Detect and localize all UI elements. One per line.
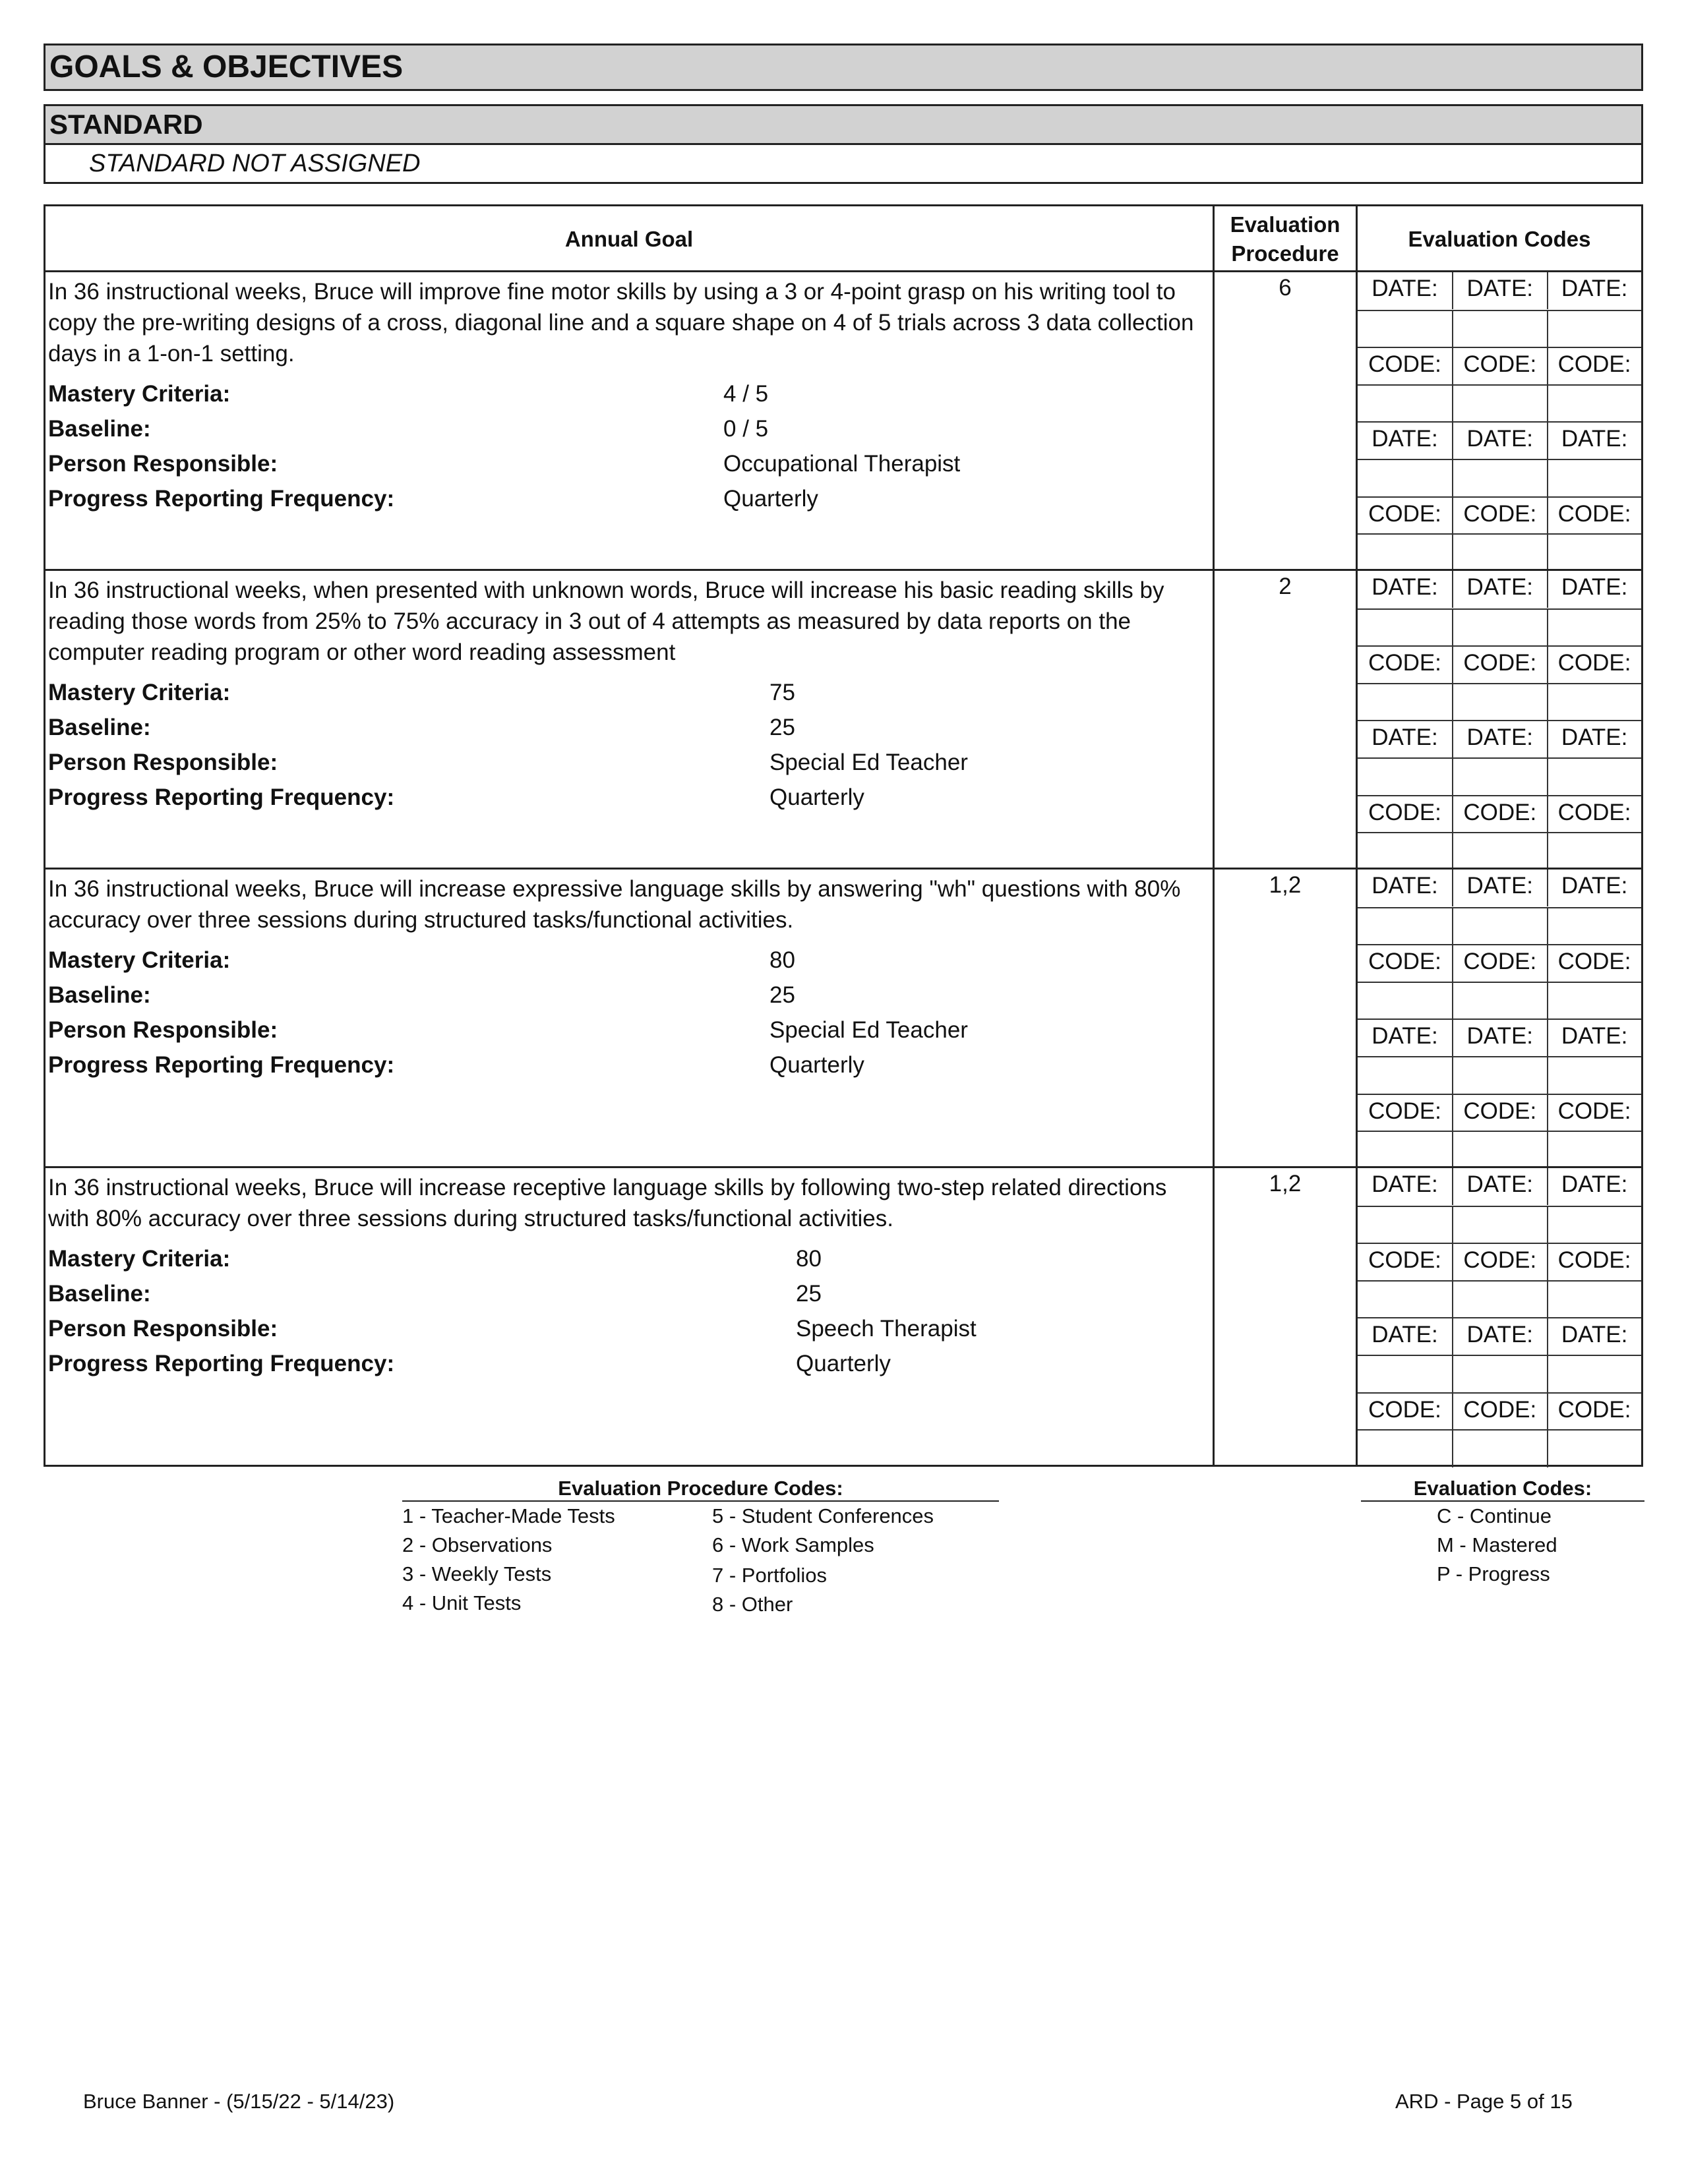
person-value: Speech Therapist [796,1316,977,1342]
date-row [1358,1317,1641,1354]
date-cell: DATE: [1547,571,1641,608]
goal-block [45,1168,1631,1467]
entry-row [1358,982,1641,1018]
procedure-code-item: 2 - Observations [402,1533,553,1556]
goal-description: In 36 instructional weeks, Bruce will improve fine motor skills by using a 3 or 4-point grasp on his writing tool to copy the pre-writing designs of a cross, diagonal line and a square shape on 4 of 5 trials across 3 data collection days in a 1-on-1 setting. [48,279,1194,367]
entry-cell[interactable] [1358,386,1452,423]
frequency-value: Quarterly [723,486,818,512]
code-cell: CODE: [1547,1095,1641,1132]
frequency-label: Progress Reporting Frequency: [48,784,395,810]
procedure-codes-title: Evaluation Procedure Codes: [558,1477,843,1500]
code-cell: CODE: [1368,1396,1441,1423]
date-row [1358,720,1641,757]
date-cell: DATE: [1372,574,1438,600]
evaluation-procedure-value: 2 [1279,574,1292,599]
entry-cell[interactable] [1452,1356,1546,1393]
baseline-value: 25 [769,715,795,740]
date-cell: DATE: [1452,1318,1546,1355]
evaluation-procedure-header [1215,206,1356,272]
entry-row [1358,832,1641,869]
procedure-codes-legend [402,1477,999,1635]
entry-cell[interactable] [1452,1431,1546,1467]
entry-row [1358,757,1641,794]
date-cell: DATE: [1452,1020,1546,1057]
entry-row [1358,384,1641,421]
procedure-code-item: 1 - Teacher-Made Tests [402,1504,615,1527]
entry-cell[interactable] [1358,311,1452,348]
standard-value: STANDARD NOT ASSIGNED [44,143,1643,184]
entry-cell[interactable] [1547,1356,1641,1393]
code-row [1358,1094,1641,1131]
person-value: Occupational Therapist [723,451,961,477]
code-cell: CODE: [1368,799,1441,825]
frequency-label: Progress Reporting Frequency: [48,486,395,512]
footer-page: ARD - Page 5 of 15 [1395,2090,1573,2113]
entry-row [1358,1206,1641,1243]
entry-cell[interactable] [1452,1057,1546,1094]
code-cell: CODE: [1368,351,1441,378]
date-cell: DATE: [1547,423,1641,459]
entry-cell[interactable] [1452,684,1546,721]
evaluation-code-item: P - Progress [1437,1562,1550,1585]
goal-description: In 36 instructional weeks, Bruce will increase expressive language skills by answering "wh" questions with 80% accuracy over three sessions during structured tasks/functional activities. [48,876,1181,933]
goal-divider [45,569,1641,571]
date-cell: DATE: [1452,1168,1546,1205]
baseline-label: Baseline: [48,715,151,740]
code-row [1358,795,1641,832]
code-cell: CODE: [1368,1098,1441,1124]
entry-cell[interactable] [1358,833,1452,870]
mastery-label: Mastery Criteria: [48,680,231,705]
entry-cell[interactable] [1547,1207,1641,1244]
code-cell: CODE: [1547,1394,1641,1431]
evaluation-codes-legend [1361,1477,1644,1608]
entry-cell[interactable] [1452,833,1546,870]
entry-cell[interactable] [1547,610,1641,647]
entry-cell[interactable] [1358,684,1452,721]
evaluation-codes-grid [1358,870,1641,1168]
code-cell: CODE: [1547,796,1641,833]
person-label: Person Responsible: [48,750,278,775]
date-cell: DATE: [1372,1171,1438,1197]
goals-table [44,204,1643,1467]
column-divider [1213,206,1215,1465]
baseline-value: 0 / 5 [723,416,769,442]
goal-divider [45,1166,1641,1168]
code-cell: CODE: [1452,1394,1546,1431]
entry-row [1358,1056,1641,1093]
entry-cell[interactable] [1452,908,1546,945]
mastery-value: 80 [769,947,795,973]
entry-cell[interactable] [1547,460,1641,497]
entry-row [1358,459,1641,496]
date-row [1358,870,1641,906]
evaluation-code-item: C - Continue [1437,1504,1552,1527]
entry-cell[interactable] [1358,610,1452,647]
entry-cell[interactable] [1452,1207,1546,1244]
entry-cell[interactable] [1452,386,1546,423]
date-cell: DATE: [1452,721,1546,758]
date-cell: DATE: [1547,870,1641,906]
date-cell: DATE: [1372,724,1438,751]
entry-cell[interactable] [1452,535,1546,572]
mastery-label: Mastery Criteria: [48,381,231,407]
code-cell: CODE: [1452,647,1546,684]
code-cell: CODE: [1452,498,1546,535]
date-cell: DATE: [1547,1168,1641,1205]
baseline-label: Baseline: [48,982,151,1008]
legend-underline [402,1500,999,1502]
section-title: GOALS & OBJECTIVES [44,44,1643,91]
entry-cell[interactable] [1547,1431,1641,1467]
evaluation-codes-grid [1358,272,1641,571]
code-cell: CODE: [1452,348,1546,385]
mastery-label: Mastery Criteria: [48,947,231,973]
procedure-code-item: 8 - Other [712,1593,793,1616]
goal-divider [45,868,1641,870]
date-cell: DATE: [1547,1020,1641,1057]
code-row [1358,347,1641,384]
entry-cell[interactable] [1358,1431,1452,1467]
goal-block [45,870,1631,1168]
date-row [1358,1168,1641,1205]
entry-row [1358,1355,1641,1392]
procedure-code-item: 3 - Weekly Tests [402,1562,552,1585]
baseline-value: 25 [769,982,795,1008]
code-row [1358,1243,1641,1280]
evaluation-codes-grid [1358,571,1641,870]
entry-cell[interactable] [1452,460,1546,497]
code-cell: CODE: [1368,1247,1441,1274]
goal-block [45,571,1631,870]
entry-cell[interactable] [1547,684,1641,721]
entry-cell[interactable] [1358,1132,1452,1169]
entry-cell[interactable] [1452,1282,1546,1318]
person-value: Special Ed Teacher [769,750,968,775]
entry-row [1358,1280,1641,1317]
entry-cell[interactable] [1452,610,1546,647]
entry-cell[interactable] [1547,833,1641,870]
date-row [1358,1018,1641,1055]
entry-cell[interactable] [1452,983,1546,1020]
baseline-label: Baseline: [48,1281,151,1307]
entry-cell[interactable] [1547,311,1641,348]
date-cell: DATE: [1372,276,1438,301]
evaluation-procedure-header-line1: Evaluation [1230,212,1341,237]
date-row [1358,272,1641,309]
code-cell: CODE: [1368,650,1441,676]
entry-cell[interactable] [1358,908,1452,945]
entry-cell[interactable] [1358,1207,1452,1244]
entry-cell[interactable] [1452,311,1546,348]
evaluation-procedure-value: 1,2 [1269,1171,1302,1196]
entry-row [1358,608,1641,645]
evaluation-procedure-header-line2: Procedure [1231,241,1339,266]
date-cell: DATE: [1452,870,1546,906]
goal-block [45,272,1631,571]
date-row [1358,571,1641,608]
goal-description: In 36 instructional weeks, when presented with unknown words, Bruce will increase his basic reading skills by reading those words from 25% to 75% accuracy in 3 out of 4 attempts as measured by data reports on the computer reading program or other word reading assessment [48,577,1164,665]
code-cell: CODE: [1547,1244,1641,1281]
date-cell: DATE: [1452,272,1546,309]
evaluation-codes-title: Evaluation Codes: [1413,1477,1592,1500]
entry-cell[interactable] [1358,759,1452,796]
code-row [1358,1392,1641,1429]
procedure-code-item: 5 - Student Conferences [712,1504,934,1527]
entry-cell[interactable] [1452,1132,1546,1169]
entry-row [1358,907,1641,944]
date-cell: DATE: [1372,1023,1438,1049]
code-cell: CODE: [1547,498,1641,535]
evaluation-codes-grid [1358,1168,1641,1467]
entry-cell[interactable] [1547,535,1641,572]
code-row [1358,496,1641,533]
frequency-label: Progress Reporting Frequency: [48,1351,395,1376]
frequency-value: Quarterly [769,784,864,810]
entry-cell[interactable] [1358,1057,1452,1094]
code-row [1358,944,1641,981]
code-cell: CODE: [1452,945,1546,982]
evaluation-procedure-value: 1,2 [1269,872,1302,898]
entry-cell[interactable] [1547,1132,1641,1169]
entry-cell[interactable] [1358,460,1452,497]
mastery-label: Mastery Criteria: [48,1246,231,1272]
person-value: Special Ed Teacher [769,1017,968,1043]
date-cell: DATE: [1452,571,1546,608]
entry-cell[interactable] [1358,1282,1452,1318]
mastery-value: 4 / 5 [723,381,769,407]
date-cell: DATE: [1372,426,1438,452]
procedure-code-item: 4 - Unit Tests [402,1591,522,1614]
standard-title: STANDARD [44,104,1643,145]
procedure-code-item: 7 - Portfolios [712,1564,828,1587]
date-cell: DATE: [1452,423,1546,459]
person-label: Person Responsible: [48,1017,278,1043]
evaluation-procedure-value: 6 [1279,275,1292,301]
entry-cell[interactable] [1547,983,1641,1020]
entry-cell[interactable] [1547,1282,1641,1318]
person-label: Person Responsible: [48,451,278,477]
entry-cell[interactable] [1547,759,1641,796]
evaluation-code-item: M - Mastered [1437,1533,1557,1556]
entry-cell[interactable] [1547,908,1641,945]
mastery-value: 80 [796,1246,822,1272]
frequency-value: Quarterly [796,1351,891,1376]
entry-cell[interactable] [1358,983,1452,1020]
procedure-code-item: 6 - Work Samples [712,1533,874,1556]
mastery-value: 75 [769,680,795,705]
person-label: Person Responsible: [48,1316,278,1342]
entry-cell[interactable] [1547,386,1641,423]
date-row [1358,421,1641,458]
date-cell: DATE: [1547,1318,1641,1355]
entry-row [1358,1131,1641,1167]
entry-cell[interactable] [1452,759,1546,796]
code-cell: CODE: [1547,348,1641,385]
goal-description: In 36 instructional weeks, Bruce will increase receptive language skills by following two-step related directions with 80% accuracy over three sessions during structured tasks/functional activities. [48,1175,1167,1231]
entry-row [1358,683,1641,720]
code-cell: CODE: [1368,949,1441,975]
date-cell: DATE: [1372,873,1438,899]
frequency-value: Quarterly [769,1052,864,1078]
code-cell: CODE: [1452,796,1546,833]
code-cell: CODE: [1547,647,1641,684]
date-cell: DATE: [1547,272,1641,309]
entry-cell[interactable] [1358,1356,1452,1393]
code-cell: CODE: [1452,1095,1546,1132]
legend-underline [1361,1500,1644,1502]
code-cell: CODE: [1547,945,1641,982]
annual-goal-header: Annual Goal [564,227,694,251]
entry-row [1358,310,1641,347]
code-cell: CODE: [1452,1244,1546,1281]
entry-cell[interactable] [1358,535,1452,572]
entry-cell[interactable] [1547,1057,1641,1094]
entry-row [1358,533,1641,570]
code-cell: CODE: [1368,500,1441,527]
baseline-value: 25 [796,1281,822,1307]
baseline-label: Baseline: [48,416,151,442]
entry-row [1358,1429,1641,1466]
code-row [1358,645,1641,682]
frequency-label: Progress Reporting Frequency: [48,1052,395,1078]
footer-student: Bruce Banner - (5/15/22 - 5/14/23) [83,2090,395,2113]
date-cell: DATE: [1547,721,1641,758]
evaluation-codes-header: Evaluation Codes [1408,227,1591,251]
date-cell: DATE: [1372,1322,1438,1348]
